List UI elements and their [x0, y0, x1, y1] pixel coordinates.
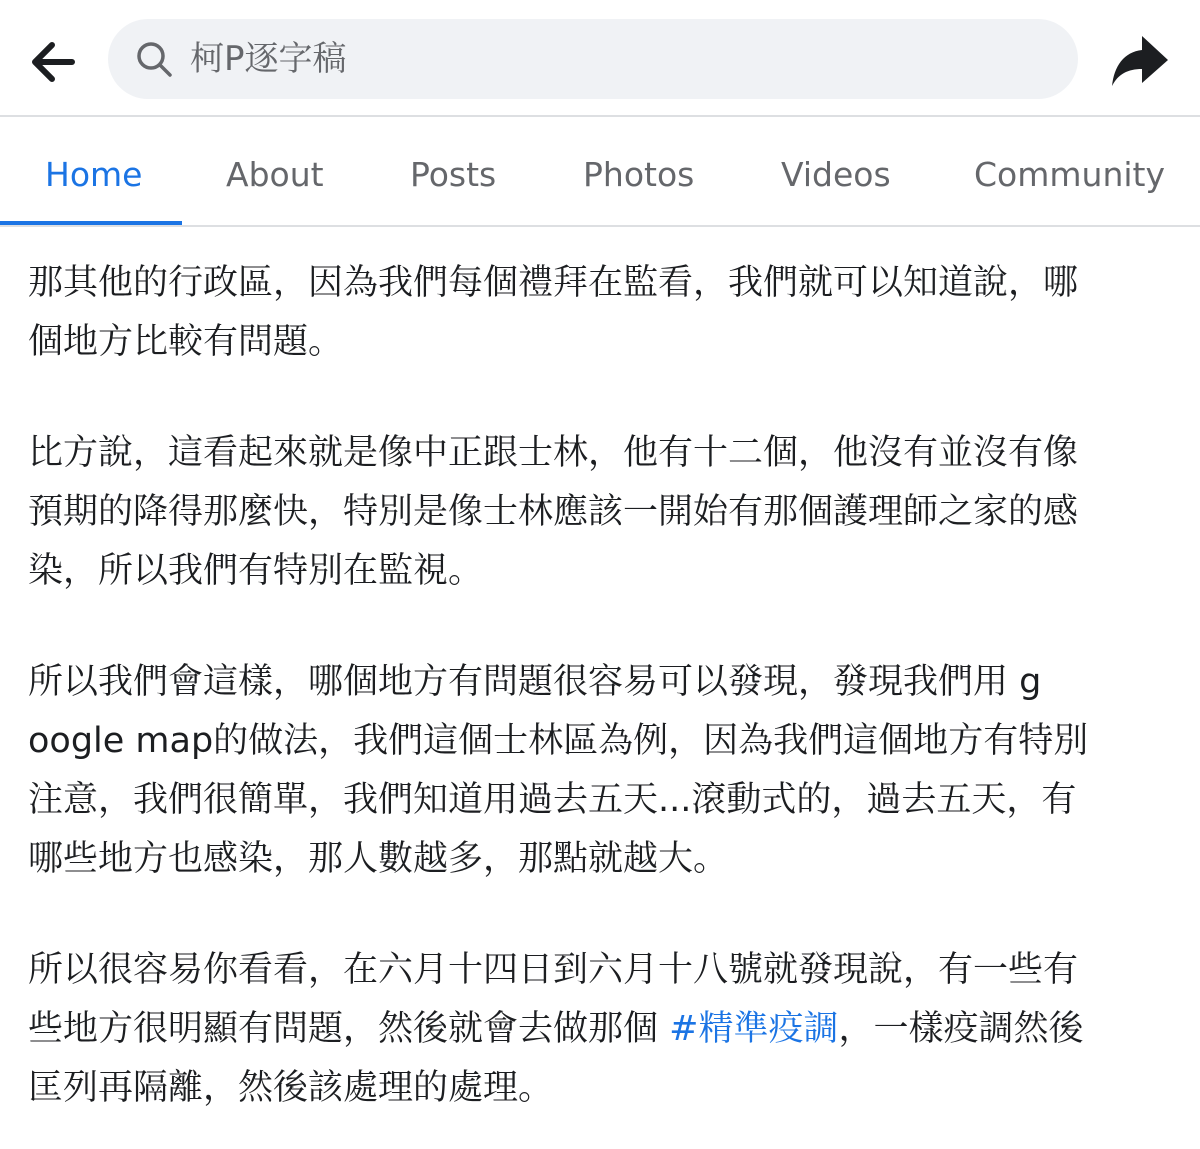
page-tabs	[0, 117, 1200, 227]
post-paragraph	[28, 254, 1168, 372]
post-line: 所以很容易你看看，在六月十四日到六月十八號就發現說，有一些有	[28, 950, 1079, 990]
post-line: 比方說，這看起來就是像中正跟士林，他有十二個，他沒有並沒有像	[28, 433, 1079, 473]
tab-about[interactable]: About	[226, 155, 324, 194]
search-icon	[134, 39, 174, 79]
post-line: 預期的降得那麼快，特別是像士林應該一開始有那個護理師之家的感	[28, 492, 1079, 532]
tab-photos[interactable]: Photos	[583, 155, 695, 194]
active-tab-indicator	[0, 221, 182, 225]
post-line-part: ，一樣疫調然後	[838, 1009, 1084, 1049]
post-line: 哪些地方也感染，那人數越多，那點就越大。	[28, 839, 729, 879]
tab-community[interactable]: Community	[974, 155, 1165, 194]
post-line: 注意，我們很簡單，我們知道用過去五天...滾動式的，過去五天，有	[28, 780, 1077, 820]
post-paragraph	[28, 424, 1168, 601]
post-line: 所以我們會這樣，哪個地方有問題很容易可以發現，發現我們用 g	[28, 662, 1042, 702]
post-line: oogle map的做法，我們這個士林區為例，因為我們這個地方有特別	[28, 721, 1089, 761]
tab-videos[interactable]: Videos	[781, 155, 891, 194]
share-icon[interactable]	[1108, 28, 1172, 92]
post-line: 染，所以我們有特別在監視。	[28, 551, 484, 591]
post-paragraph	[28, 653, 1168, 889]
post-line-part: 些地方很明顯有問題，然後就會去做那個	[28, 1009, 670, 1049]
post-line: 個地方比較有問題。	[28, 322, 344, 362]
top-bar	[0, 0, 1200, 117]
hashtag-link[interactable]: #精準疫調	[669, 1009, 839, 1049]
post-paragraph	[28, 941, 1168, 1118]
tab-posts[interactable]: Posts	[410, 155, 497, 194]
search-input[interactable]	[108, 19, 1078, 99]
post-line: 那其他的行政區，因為我們每個禮拜在監看，我們就可以知道說，哪	[28, 263, 1079, 303]
back-arrow-icon[interactable]	[22, 30, 86, 94]
search-query-text: 柯P逐字稿	[190, 39, 347, 79]
post-body	[28, 254, 1168, 1118]
post-line: 匡列再隔離，然後該處理的處理。	[28, 1068, 554, 1108]
tab-home[interactable]: Home	[45, 155, 143, 194]
